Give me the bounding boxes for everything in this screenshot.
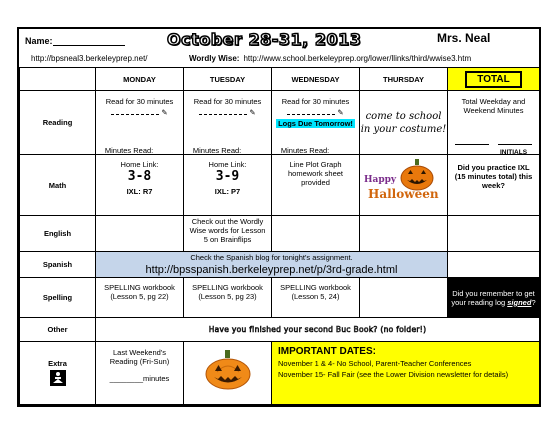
row-english-label: English [20,216,96,252]
date-no-school: November 1 & 4- No School, Parent-Teacher Conferences [278,359,472,368]
spanish-total [448,252,540,278]
spanish-note: Check the Spanish blog for tonight's assignment. [190,253,353,262]
reading-total-text: Total Weekday and Weekend Minutes [461,97,526,115]
english-thursday [360,216,448,252]
reading-mon-dash: ✎ [96,108,183,117]
date-fall-fair: November 15- Fall Fair (see the Lower Division newsletter for details) [278,370,509,379]
header-row [19,29,539,51]
homework-grid [19,67,540,405]
spelling-tue-text: SPELLING workbook (Lesson 5, pg 23) [192,283,263,301]
reading-thursday [360,91,448,155]
math-thursday [360,155,448,216]
row-extra-label [20,342,96,405]
wordly-label: Wordly Wise: [189,54,240,63]
row-spanish-label: Spanish [20,252,96,278]
reading-wednesday [272,91,360,155]
row-spelling-label: Spelling [20,278,96,318]
weekend-minutes[interactable]: ________minutes [109,374,170,383]
reading-monday [96,91,184,155]
spelling-wednesday [272,278,360,318]
english-tue-text: Check out the Wordly Wise words for Lesson 5 on Brainflips [189,217,266,244]
costume-note: come to school in your costume! [360,110,447,135]
spelling-thursday [360,278,448,318]
math-tuesday [184,155,272,216]
spelling-mon-text: SPELLING workbook (Lesson 5, pg 22) [104,283,175,301]
spelling-monday [96,278,184,318]
jack-o-lantern-icon [205,350,251,390]
english-monday [96,216,184,252]
math-tue-title: Home Link: [208,160,247,169]
math-monday [96,155,184,216]
reading-tue-minutes[interactable]: Minutes Read:_____ [192,146,263,155]
logs-due-badge: Logs Due Tomorrow! [278,119,353,128]
initials-label: INITIALS [499,149,528,156]
math-wed-text: Line Plot Graph homework sheet provided [287,160,344,187]
corner-cell [20,68,96,91]
col-total [448,68,540,91]
extra-label: Extra [48,358,67,368]
signed-word: signed [507,297,532,307]
col-thursday: THURSDAY [360,68,448,91]
math-total [448,155,540,216]
class-url-link[interactable]: http://bpsneal3.berkeleyprep.net/ [31,54,148,63]
question-mark: ? [531,297,536,307]
reading-mon-text: Read for 30 minutes [105,97,174,106]
reading-wed-text: Read for 30 minutes [281,97,350,106]
buc-book-question: Have you finished your second Buc Book? (no folder!) [96,318,540,342]
math-mon-title: Home Link: [120,160,159,169]
row-math-label: Math [20,155,96,216]
total-label: TOTAL [465,71,521,88]
reading-tue-text: Read for 30 minutes [193,97,262,106]
extra-monday [96,342,184,405]
col-tuesday: TUESDAY [184,68,272,91]
page-title: October 28-31, 2013 [167,30,362,49]
math-tue-homelink: 3-9 [215,169,240,184]
math-tue-ixl: IXL: P7 [214,187,241,196]
row-other-label: Other [20,318,96,342]
teacher-name: Mrs. Neal [437,31,491,45]
reading-total [448,91,540,155]
spanish-blog-link[interactable]: http://bpsspanish.berkeleyprep.net/p/3rd-grade.html [145,264,398,276]
reading-tue-dash: ✎ [184,108,271,117]
spelling-wed-text: SPELLING workbook (Lesson 5, 24) [280,283,351,301]
reading-wed-dash: ✎ [272,108,359,117]
col-wednesday: WEDNESDAY [272,68,360,91]
extra-tuesday [184,342,272,405]
happy-text: Happy [364,175,397,185]
important-dates-title: IMPORTANT DATES: [278,346,376,357]
col-monday: MONDAY [96,68,184,91]
weekend-reading-text: Last Weekend's Reading (Fri-Sun) [109,348,170,366]
wordly-wise-link[interactable] [189,54,471,63]
reading-child-icon [50,370,66,386]
english-tuesday [184,216,272,252]
links-row [19,51,539,68]
spanish-cell [96,252,448,278]
math-mon-ixl: IXL: R7 [126,187,153,196]
reading-wed-minutes[interactable]: Minutes Read:_____ [280,146,351,155]
math-mon-homelink: 3-8 [127,169,152,184]
ixl-question: Did you practice IXL (15 minutes total) this week? [454,163,533,190]
homework-sheet [17,27,541,407]
reading-log-question: Did you remember to get your reading log [451,288,535,307]
name-field[interactable] [25,36,125,46]
reading-tuesday [184,91,272,155]
math-wednesday [272,155,360,216]
name-label: Name: [25,36,53,46]
spelling-total [448,278,540,318]
spelling-tuesday [184,278,272,318]
english-wednesday [272,216,360,252]
reading-mon-minutes[interactable]: Minutes Read:_____ [104,146,175,155]
reading-total-lines[interactable] [448,137,539,156]
english-total [448,216,540,252]
wordly-url[interactable]: http://www.school.berkeleyprep.org/lower/llinks/third/wwise3.htm [243,54,472,63]
halloween-text: Halloween [368,187,439,201]
row-reading-label: Reading [20,91,96,155]
important-dates [272,342,540,405]
